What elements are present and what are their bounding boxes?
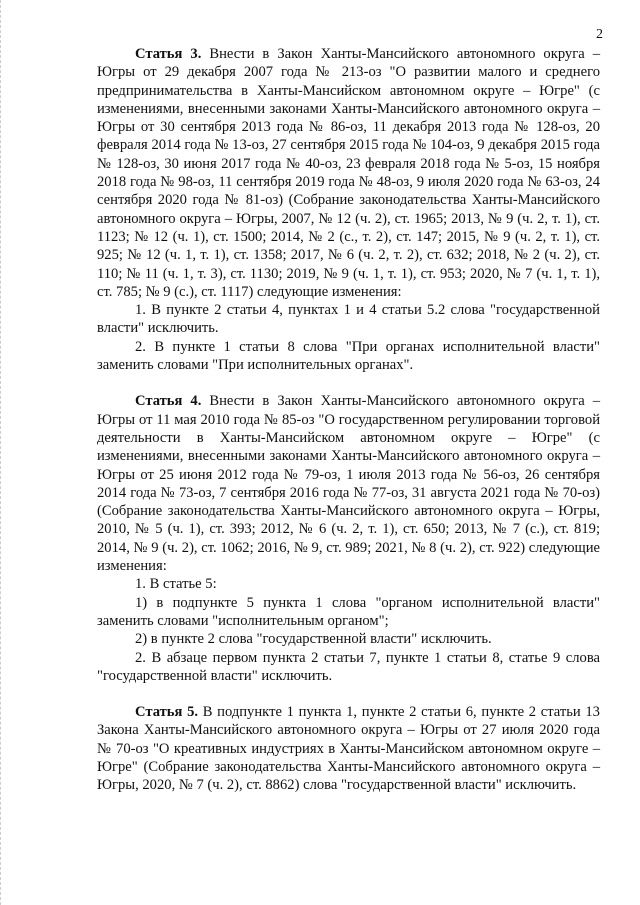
article-3-item-2: 2. В пункте 1 статьи 8 слова "При органах исполнительной власти" заменить словами "При исполнительных органах". — [97, 338, 600, 374]
article-3-heading: Статья 3. — [135, 46, 202, 62]
article-4-text: Внести в Закон Ханты-Мансийского автономного округа – Югры от 11 мая 2010 года № 85-оз "О государственном регулировании торговой деятельности в Ханты-Мансийском автономном округе – Югре" (с изменениями, внесенными законами Ханты-Мансийского автономного округа – Югры от 25 июня 2012 года № 79-оз, 1 июля 2013 года № 56-оз, 26 сентября 2014 года № 73-оз, 7 сентября 2016 года № 77-оз, 31 августа 2021 года № 70-оз) (Собрание законодательства Ханты-Мансийского автономного округа – Югры, 2010, № 5 (ч. 1), ст. 393; 2012, № 6 (ч. 2, т. 1), ст. 650; 2013, № 7 (с.), ст. 819; 2014, № 9 (ч. 2), ст. 1062; 2016, № 9, ст. 989; 2021, № 8 (ч. 2), ст. 922) следующие изменения: — [97, 393, 600, 575]
document-body — [97, 45, 600, 813]
article-4-heading: Статья 4. — [135, 393, 202, 410]
article-3 — [97, 45, 600, 374]
scan-edge — [0, 0, 3, 905]
article-5 — [97, 703, 600, 794]
article-4-item-1-1: 1) в подпункте 5 пункта 1 слова "органом исполнительной власти" заменить словами "исполнительным органом"; — [97, 594, 600, 629]
article-5-intro — [97, 703, 600, 794]
page-number: 2 — [596, 27, 603, 42]
article-4-item-1-2: 2) в пункте 2 слова "государственной власти" исключить. — [135, 631, 492, 648]
article-3-text: Внести в Закон Ханты-Мансийского автономного округа – Югры от 29 декабря 2007 года № 213-оз "О развитии малого и среднего предпринимательства в Ханты-Мансийском автономном округе – Югре" (с изменениями, внесенными законами Ханты-Мансийского автономного округа – Югры от 30 сентября 2013 года № 86-оз, 11 декабря 2013 года № 128-оз, 20 февраля 2014 года № 13-оз, 27 сентября 2015 года № 104-оз, 9 декабря 2015 года № 128-оз, 30 июня 2017 года № 40-оз, 23 февраля 2018 года № 5-оз, 15 ноября 2018 года № 98-оз, 11 сентября 2019 года № 48-оз, 9 июля 2020 года № 63-оз, 24 сентября 2020 года № 81-оз) (Собрание законодательства Ханты-Мансийского автономного округа – Югры, 2007, № 12 (ч. 2), ст. 1965; 2013, № 9 (ч. 2, т. 1), ст. 1123; № 12 (ч. 1), ст. 1500; 2014, № 2 (с., т. 2), ст. 147; 2015, № 9 (ч. 2, т. 1), ст. 925; № 12 (ч. 1, т. 1), ст. 1358; 2017, № 6 (ч. 2, т. 2), ст. 632; 2018, № 2 (ч. 2), ст. 110; № 11 (ч. 1, т. 3), ст. 1130; 2019, № 9 (ч. 1, т. 1), ст. 953; 2020, № 7 (ч. 1, т. 1), ст. 785; № 9 (с.), ст. 1117) следующие изменения: — [97, 46, 600, 300]
article-4-intro — [97, 392, 600, 575]
article-5-heading: Статья 5. — [135, 704, 199, 721]
article-4-item-2: 2. В абзаце первом пункта 2 статьи 7, пункте 1 статьи 8, статье 9 слова "государственной власти" исключить. — [97, 649, 600, 684]
article-3-item-1: 1. В пункте 2 статьи 4, пунктах 1 и 4 статьи 5.2 слова "государственной власти" исключить. — [97, 302, 600, 337]
article-5-text: В подпункте 1 пункта 1, пункте 2 статьи 6, пункте 2 статьи 13 Закона Ханты-Мансийского автономного округа – Югры от 27 июля 2020 года № 70-оз "О креативных индустриях в Ханты-Мансийском автономном округе – Югре" (Собрание законодательства Ханты-Мансийского автономного округа – Югры, 2020, № 7 (ч. 2), ст. 8862) слова "государственной власти" исключить. — [97, 704, 600, 794]
article-4-item-1: 1. В статье 5: — [135, 576, 217, 593]
article-4 — [97, 392, 600, 685]
article-3-intro — [97, 45, 600, 301]
